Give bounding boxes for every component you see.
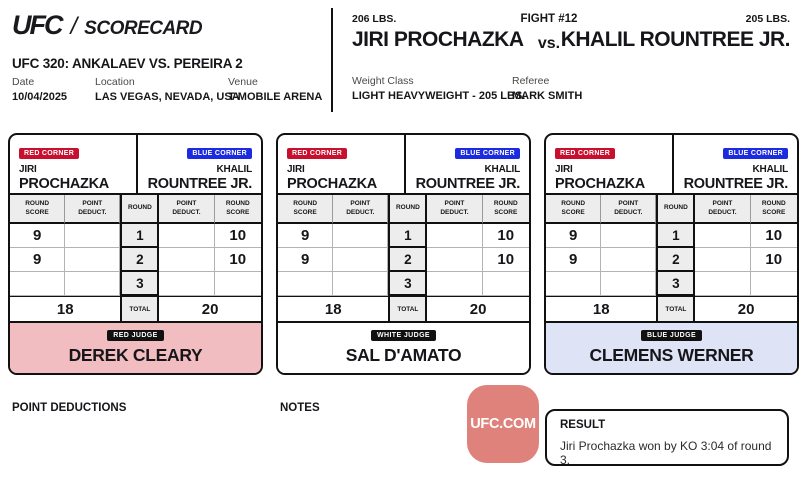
r2-round: 2	[656, 248, 695, 272]
r3-blue-deduct	[695, 272, 750, 296]
judge-footer	[278, 321, 529, 373]
fighter-names-section	[10, 135, 261, 195]
col-header-red-deduct: POINT DEDUCT.	[65, 195, 120, 224]
r1-round: 1	[120, 224, 159, 248]
r3-round: 3	[656, 272, 695, 296]
col-header-red-score: ROUND SCORE	[10, 195, 65, 224]
red-total: 18	[546, 296, 656, 321]
r3-blue-score	[215, 272, 261, 296]
r3-blue-deduct	[427, 272, 482, 296]
r3-blue-score	[483, 272, 529, 296]
red-corner-block	[278, 135, 404, 199]
blue-corner-badge: BLUE CORNER	[723, 148, 788, 159]
location-label: Location	[95, 76, 135, 88]
venue-value: T-MOBILE ARENA	[228, 91, 323, 103]
weight-class-label: Weight Class	[352, 75, 414, 87]
referee-value: MARK SMITH	[512, 90, 583, 102]
judge-role-badge: WHITE JUDGE	[371, 330, 436, 341]
r2-blue-score: 10	[483, 248, 529, 272]
blue-corner-block	[404, 135, 530, 199]
result-box	[545, 409, 789, 466]
result-label: RESULT	[560, 419, 606, 431]
logo-slash: /	[70, 13, 78, 40]
date-label: Date	[12, 76, 35, 88]
r1-blue-score: 10	[215, 224, 261, 248]
blue-total: 20	[159, 296, 261, 321]
r2-blue-score: 10	[751, 248, 797, 272]
r3-red-deduct	[601, 272, 656, 296]
score-table	[10, 195, 261, 321]
blue-total: 20	[427, 296, 529, 321]
col-header-red-deduct: POINT DEDUCT.	[601, 195, 656, 224]
date-value: 10/04/2025	[12, 91, 68, 103]
col-header-blue-deduct: POINT DEDUCT.	[695, 195, 750, 224]
ufc-com-badge: UFC.COM	[467, 385, 539, 463]
col-header-red-deduct: POINT DEDUCT.	[333, 195, 388, 224]
blue-last-name: ROUNTREE JR.	[415, 176, 520, 192]
r2-blue-deduct	[159, 248, 214, 272]
red-fighter-name: JIRI PROCHAZKA	[352, 28, 524, 51]
scorecard-wordmark: SCORECARD	[84, 18, 203, 39]
r2-red-deduct	[65, 248, 120, 272]
col-header-blue-score: ROUND SCORE	[751, 195, 797, 224]
r1-blue-deduct	[159, 224, 214, 248]
r1-round: 1	[656, 224, 695, 248]
col-header-round: ROUND	[388, 195, 427, 224]
scorecards-row	[8, 133, 799, 375]
total-label: TOTAL	[388, 296, 427, 321]
point-deductions-label: POINT DEDUCTIONS	[12, 402, 127, 414]
judge-name: CLEMENS WERNER	[589, 345, 754, 365]
col-header-round: ROUND	[656, 195, 695, 224]
col-header-blue-deduct: POINT DEDUCT.	[427, 195, 482, 224]
scorecard-white-judge	[276, 133, 531, 375]
col-header-blue-deduct: POINT DEDUCT.	[159, 195, 214, 224]
venue-label: Venue	[228, 76, 258, 88]
r3-round: 3	[388, 272, 427, 296]
red-corner-badge: RED CORNER	[555, 148, 615, 159]
ufc-scorecard-logo	[12, 10, 202, 41]
meta-venue	[228, 76, 322, 103]
red-corner-block	[546, 135, 672, 199]
notes-label: NOTES	[280, 402, 320, 414]
col-header-blue-score: ROUND SCORE	[483, 195, 529, 224]
r3-red-score	[546, 272, 601, 296]
red-first-name: JIRI	[19, 164, 37, 175]
r1-red-deduct	[65, 224, 120, 248]
scorecard-red-judge	[8, 133, 263, 375]
judge-name: DEREK CLEARY	[68, 345, 203, 365]
result-text: Jiri Prochazka won by KO 3:04 of round 3.	[560, 439, 772, 467]
red-total: 18	[10, 296, 120, 321]
r1-red-score: 9	[278, 224, 333, 248]
red-fighter-weight: 206 LBS.	[352, 13, 397, 25]
judge-footer	[546, 321, 797, 373]
event-title: UFC 320: ANKALAEV VS. PEREIRA 2	[12, 56, 243, 71]
r2-red-score: 9	[278, 248, 333, 272]
r3-red-score	[10, 272, 65, 296]
r2-round: 2	[120, 248, 159, 272]
judge-role-badge: RED JUDGE	[107, 330, 163, 341]
score-table	[546, 195, 797, 321]
blue-total: 20	[695, 296, 797, 321]
location-value: LAS VEGAS, NEVADA, USA	[95, 91, 240, 103]
r1-blue-score: 10	[483, 224, 529, 248]
red-total: 18	[278, 296, 388, 321]
r2-red-score: 9	[546, 248, 601, 272]
total-label: TOTAL	[120, 296, 159, 321]
header-divider	[331, 8, 333, 112]
r1-red-deduct	[601, 224, 656, 248]
blue-last-name: ROUNTREE JR.	[147, 176, 252, 192]
r3-red-deduct	[65, 272, 120, 296]
judge-footer	[10, 321, 261, 373]
blue-corner-badge: BLUE CORNER	[455, 148, 520, 159]
blue-first-name: KHALIL	[216, 164, 252, 175]
judge-name: SAL D'AMATO	[345, 345, 462, 365]
blue-last-name: ROUNTREE JR.	[683, 176, 788, 192]
red-first-name: JIRI	[287, 164, 305, 175]
r1-blue-deduct	[695, 224, 750, 248]
vs-label: vs.	[537, 35, 561, 52]
fighter-names-section	[278, 135, 529, 195]
r2-blue-deduct	[695, 248, 750, 272]
blue-corner-block	[672, 135, 798, 199]
r2-red-deduct	[601, 248, 656, 272]
blue-corner-block	[136, 135, 262, 199]
r3-red-score	[278, 272, 333, 296]
red-first-name: JIRI	[555, 164, 573, 175]
fight-number: FIGHT #12	[520, 13, 578, 25]
meta-date	[12, 76, 67, 103]
r2-red-score: 9	[10, 248, 65, 272]
r1-blue-score: 10	[751, 224, 797, 248]
r3-blue-deduct	[159, 272, 214, 296]
blue-corner-badge: BLUE CORNER	[187, 148, 252, 159]
judge-role-badge: BLUE JUDGE	[641, 330, 702, 341]
red-corner-badge: RED CORNER	[19, 148, 79, 159]
r3-round: 3	[120, 272, 159, 296]
r1-red-score: 9	[10, 224, 65, 248]
col-header-red-score: ROUND SCORE	[278, 195, 333, 224]
r3-blue-score	[751, 272, 797, 296]
red-last-name: PROCHAZKA	[555, 176, 645, 192]
r1-round: 1	[388, 224, 427, 248]
weight-class-value: LIGHT HEAVYWEIGHT - 205 LBS.	[352, 90, 526, 102]
r1-red-deduct	[333, 224, 388, 248]
red-corner-badge: RED CORNER	[287, 148, 347, 159]
r2-blue-score: 10	[215, 248, 261, 272]
col-header-blue-score: ROUND SCORE	[215, 195, 261, 224]
score-table	[278, 195, 529, 321]
r1-red-score: 9	[546, 224, 601, 248]
r1-blue-deduct	[427, 224, 482, 248]
red-last-name: PROCHAZKA	[287, 176, 377, 192]
ufc-logo: UFC	[12, 10, 62, 40]
blue-first-name: KHALIL	[752, 164, 788, 175]
red-corner-block	[10, 135, 136, 199]
total-label: TOTAL	[656, 296, 695, 321]
r2-blue-deduct	[427, 248, 482, 272]
scorecard-blue-judge	[544, 133, 799, 375]
r3-red-deduct	[333, 272, 388, 296]
fighter-names-section	[546, 135, 797, 195]
blue-fighter-name: KHALIL ROUNTREE JR.	[560, 28, 790, 51]
r2-red-deduct	[333, 248, 388, 272]
referee-label: Referee	[512, 75, 550, 87]
red-last-name: PROCHAZKA	[19, 176, 109, 192]
blue-fighter-weight: 205 LBS.	[745, 13, 790, 25]
meta-location	[95, 76, 240, 103]
col-header-red-score: ROUND SCORE	[546, 195, 601, 224]
col-header-round: ROUND	[120, 195, 159, 224]
blue-first-name: KHALIL	[484, 164, 520, 175]
r2-round: 2	[388, 248, 427, 272]
